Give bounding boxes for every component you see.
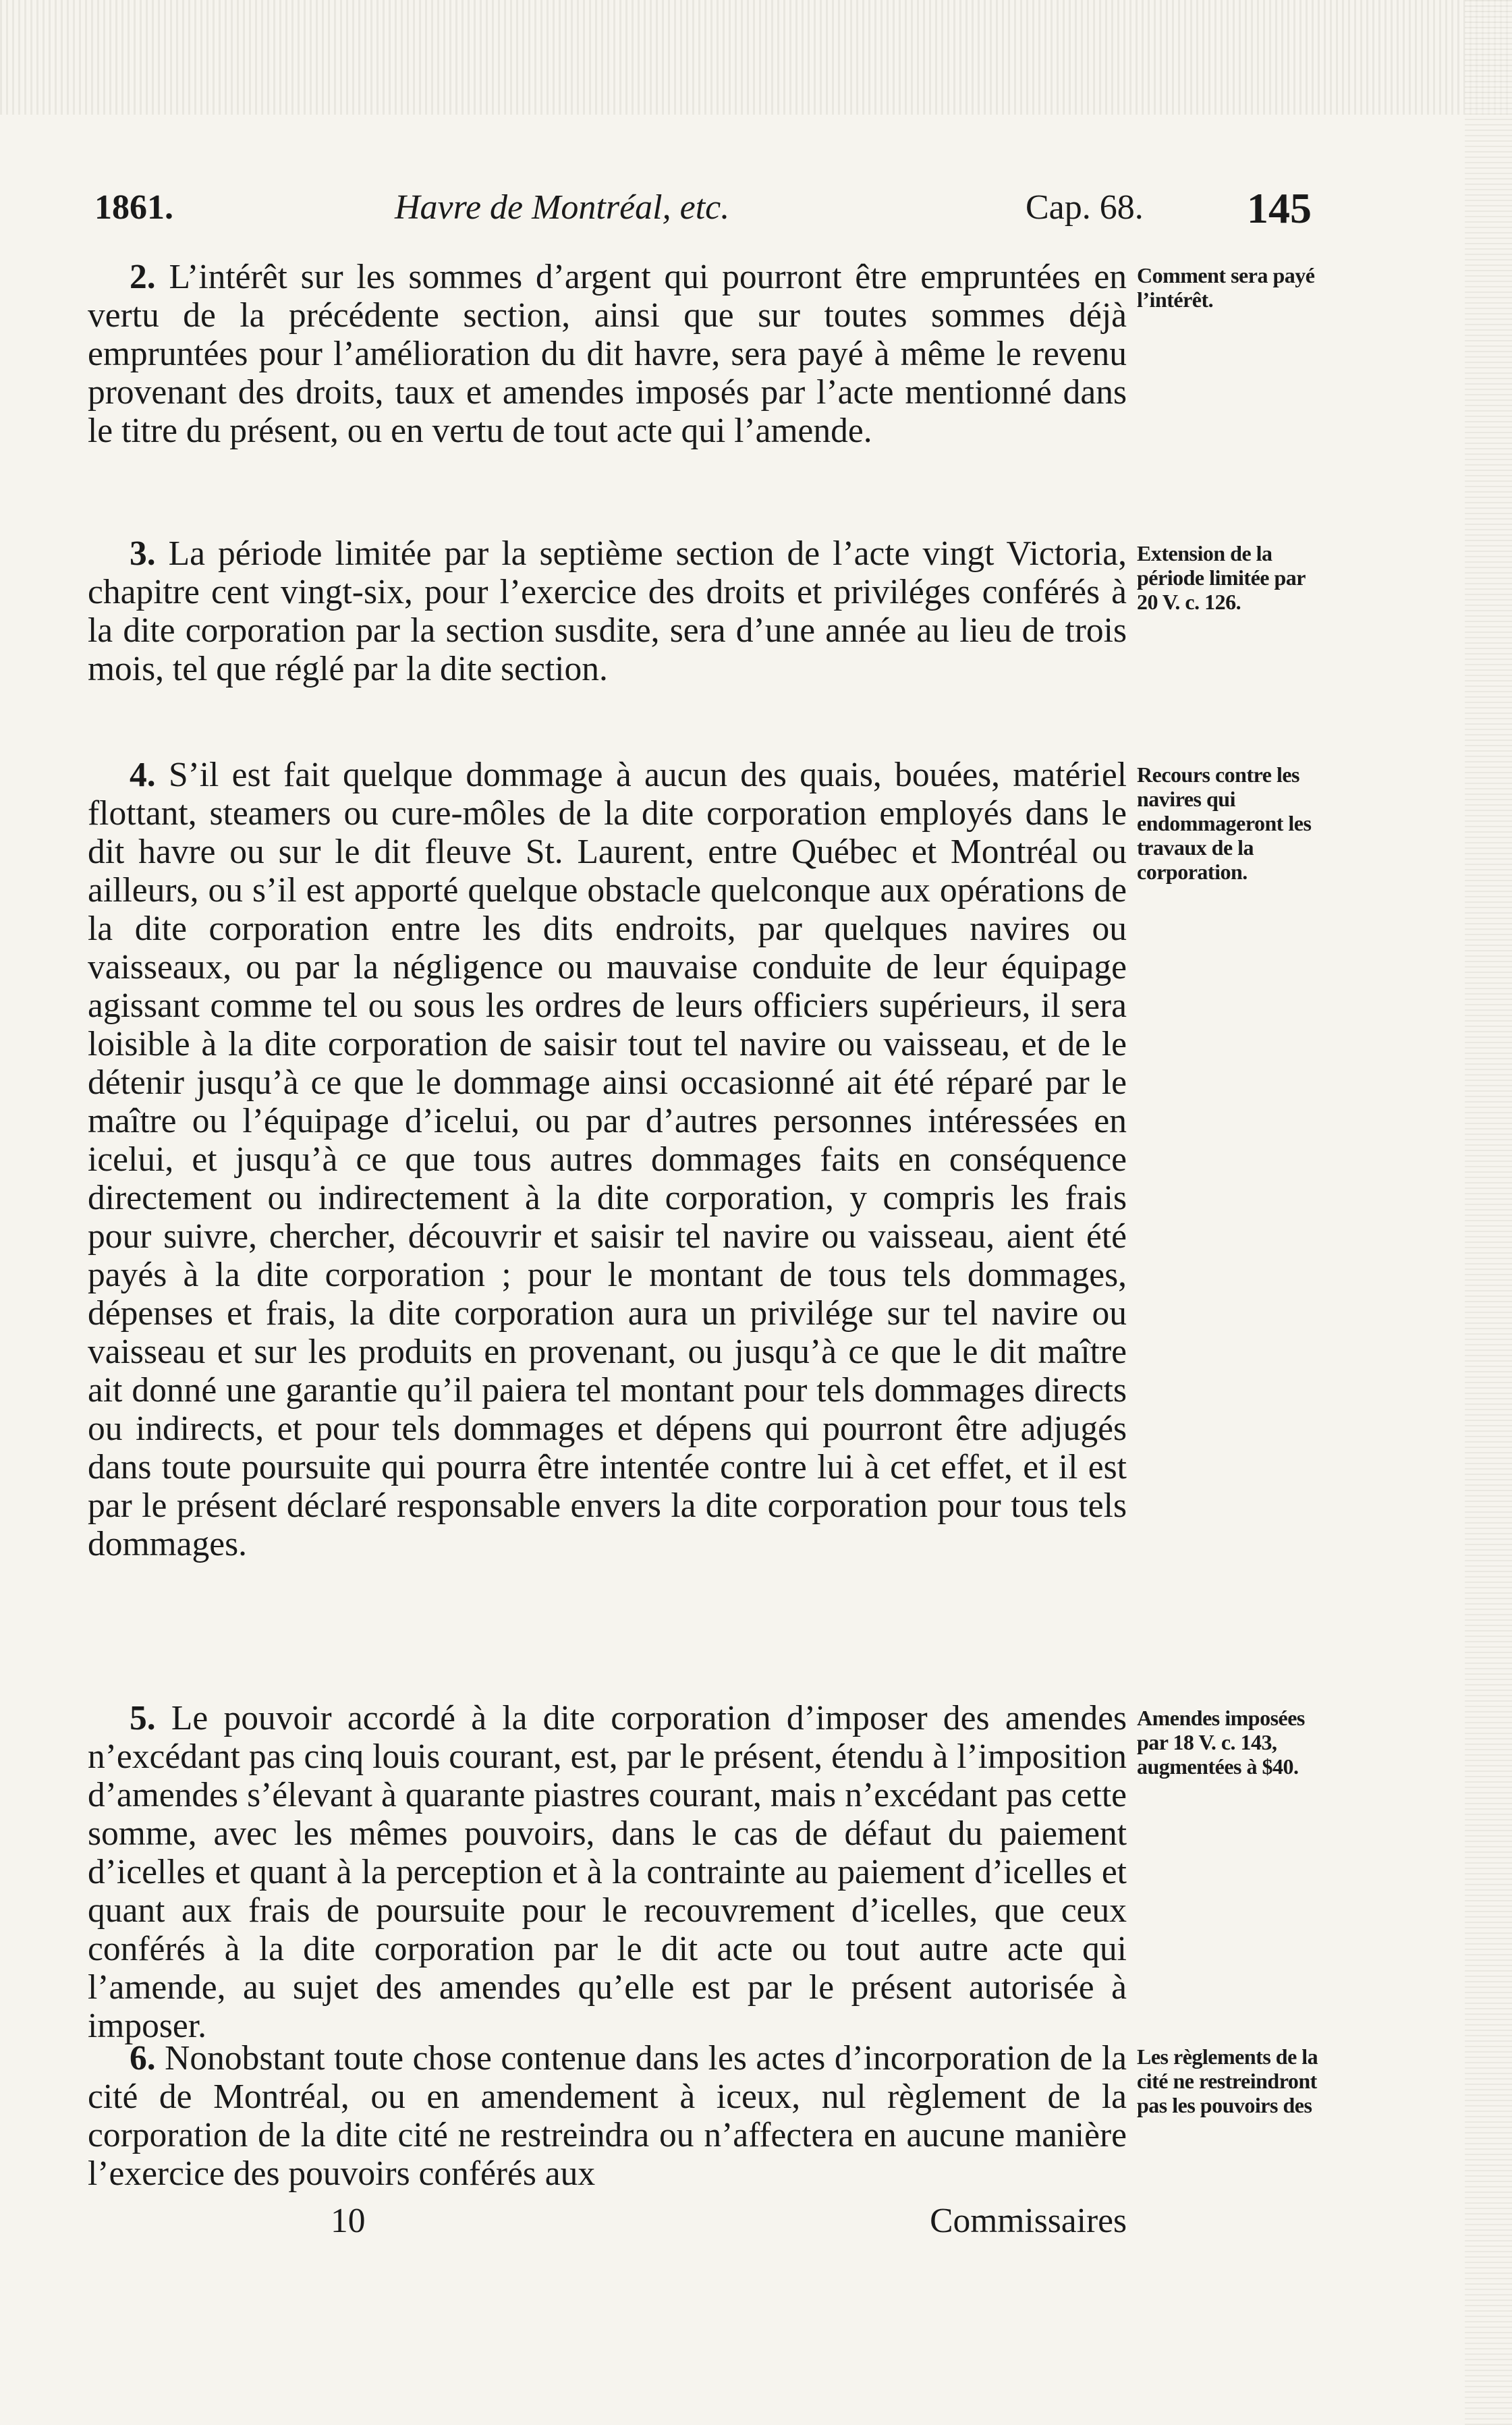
running-header [88,182,1329,236]
section-number: 2. [130,258,156,296]
margin-note-2: Comment sera payé l’intérêt. [1137,263,1315,312]
section-2 [88,258,1127,450]
section-6 [88,2039,1127,2193]
scan-noise-top [0,0,1512,115]
header-chapter: Cap. 68. [1026,188,1144,227]
signature-mark: 10 [331,2202,366,2240]
margin-note-4: Recours contre les navires qui endommageront les travaux de la corporation. [1137,762,1312,884]
section-text: Le pouvoir accordé à la dite corporation d’imposer des amendes n’excédant pas cinq louis courant, est, par le présent, étendu à l’imposition d’amendes s’élevant à quarante piastres courant, mais n’excédant pas cette somme, avec les mêmes pouvoirs, dans le cas de défaut du paiement d’icelles et quant à la perception et à la contrainte au paiement d’icelles et quant aux frais de poursuite pour le recouvrement d’icelles, que ceux conférés à la dite corporation par le dit acte ou tout autre acte qui l’amende, au sujet des amendes qu’elle est par le présent autorisée à imposer. [88,1699,1127,2045]
section-number: 3. [130,534,156,573]
margin-note-5: Amendes imposées par 18 V. c. 143, augmentées à $40. [1137,1706,1305,1779]
catchword: Commissaires [930,2202,1127,2240]
section-number: 6. [130,2039,156,2078]
section-text: Nonobstant toute chose contenue dans les actes d’incorporation de la cité de Montréal, ou en amendement à iceux, nul règlement de la corporation de la dite cité ne restreindra ou n’affectera en aucune manière l’exercice des pouvoirs conférés aux [88,2039,1127,2193]
page-number: 145 [1247,184,1312,232]
section-number: 5. [130,1699,156,1737]
section-4 [88,756,1127,1563]
section-text: L’intérêt sur les sommes d’argent qui pourront être empruntées en vertu de la précédente section, ainsi que sur toutes sommes déjà empruntées pour l’amélioration du dit havre, sera payé à même le revenu provenant des droits, taux et amendes imposés par l’acte mentionné dans le titre du présent, ou en vertu de tout acte qui l’amende. [88,258,1127,450]
header-year: 1861. [94,188,173,227]
section-text: S’il est fait quelque dommage à aucun des quais, bouées, matériel flottant, steamers ou cure-môles de la dite corporation employés dans le dit havre ou sur le dit fleuve St. Laurent, entre Québec et Montréal ou ailleurs, ou s’il est apporté quelque obstacle quelconque aux opérations de la dite corporation entre les dits endroits, par quelques navires ou vaisseaux, ou par la négligence ou mauvaise conduite de leur équipage agissant comme tel ou sous les ordres de leurs officiers supérieurs, il sera loisible à la dite corporation de saisir tout tel navire ou vaisseau, et de le détenir jusqu’à ce que le dommage ainsi occasionné ait été réparé par le maître ou l’équipage d’icelui, ou par d’autres personnes intéressées en icelui, et jusqu’à ce que tous autres dommages faits en conséquence directement ou indirectement à la dite corporation, y compris les frais pour suivre, chercher, découvrir et saisir tel navire ou vaisseau, aient été payés à la dite corporation ; pour le montant de tous tels dommages, dépenses et frais, la dite corporation aura un privilége sur tel navire ou vaisseau et sur les produits en provenant, ou jusqu’à ce que le dit maître ait donné une garantie qu’il paiera tel montant pour tels dommages directs ou indirects, et pour tels dommages et dépens qui pourront être adjugés dans toute poursuite qui pourra être intentée contre lui à cet effet, et il est par le présent déclaré responsable envers la dite corporation pour tous tels dommages. [88,756,1127,1563]
page [88,182,1471,2375]
margin-note-6: Les règlements de la cité ne restreindront pas les pouvoirs des [1137,2044,1318,2117]
section-3 [88,534,1127,688]
header-title: Havre de Montréal, etc. [395,188,730,227]
section-text: La période limitée par la septième section de l’acte vingt Victoria, chapitre cent vingt-six, pour l’exercice des droits et priviléges conférés à la dite corporation par la section susdite, sera d’une année au lieu de trois mois, tel que réglé par la dite section. [88,534,1127,688]
section-number: 4. [130,756,156,794]
page-footer [88,2201,1127,2241]
scan-noise-right [1465,0,1512,2425]
margin-note-3: Extension de la période limitée par 20 V. c. 126. [1137,541,1306,614]
section-5 [88,1699,1127,2045]
